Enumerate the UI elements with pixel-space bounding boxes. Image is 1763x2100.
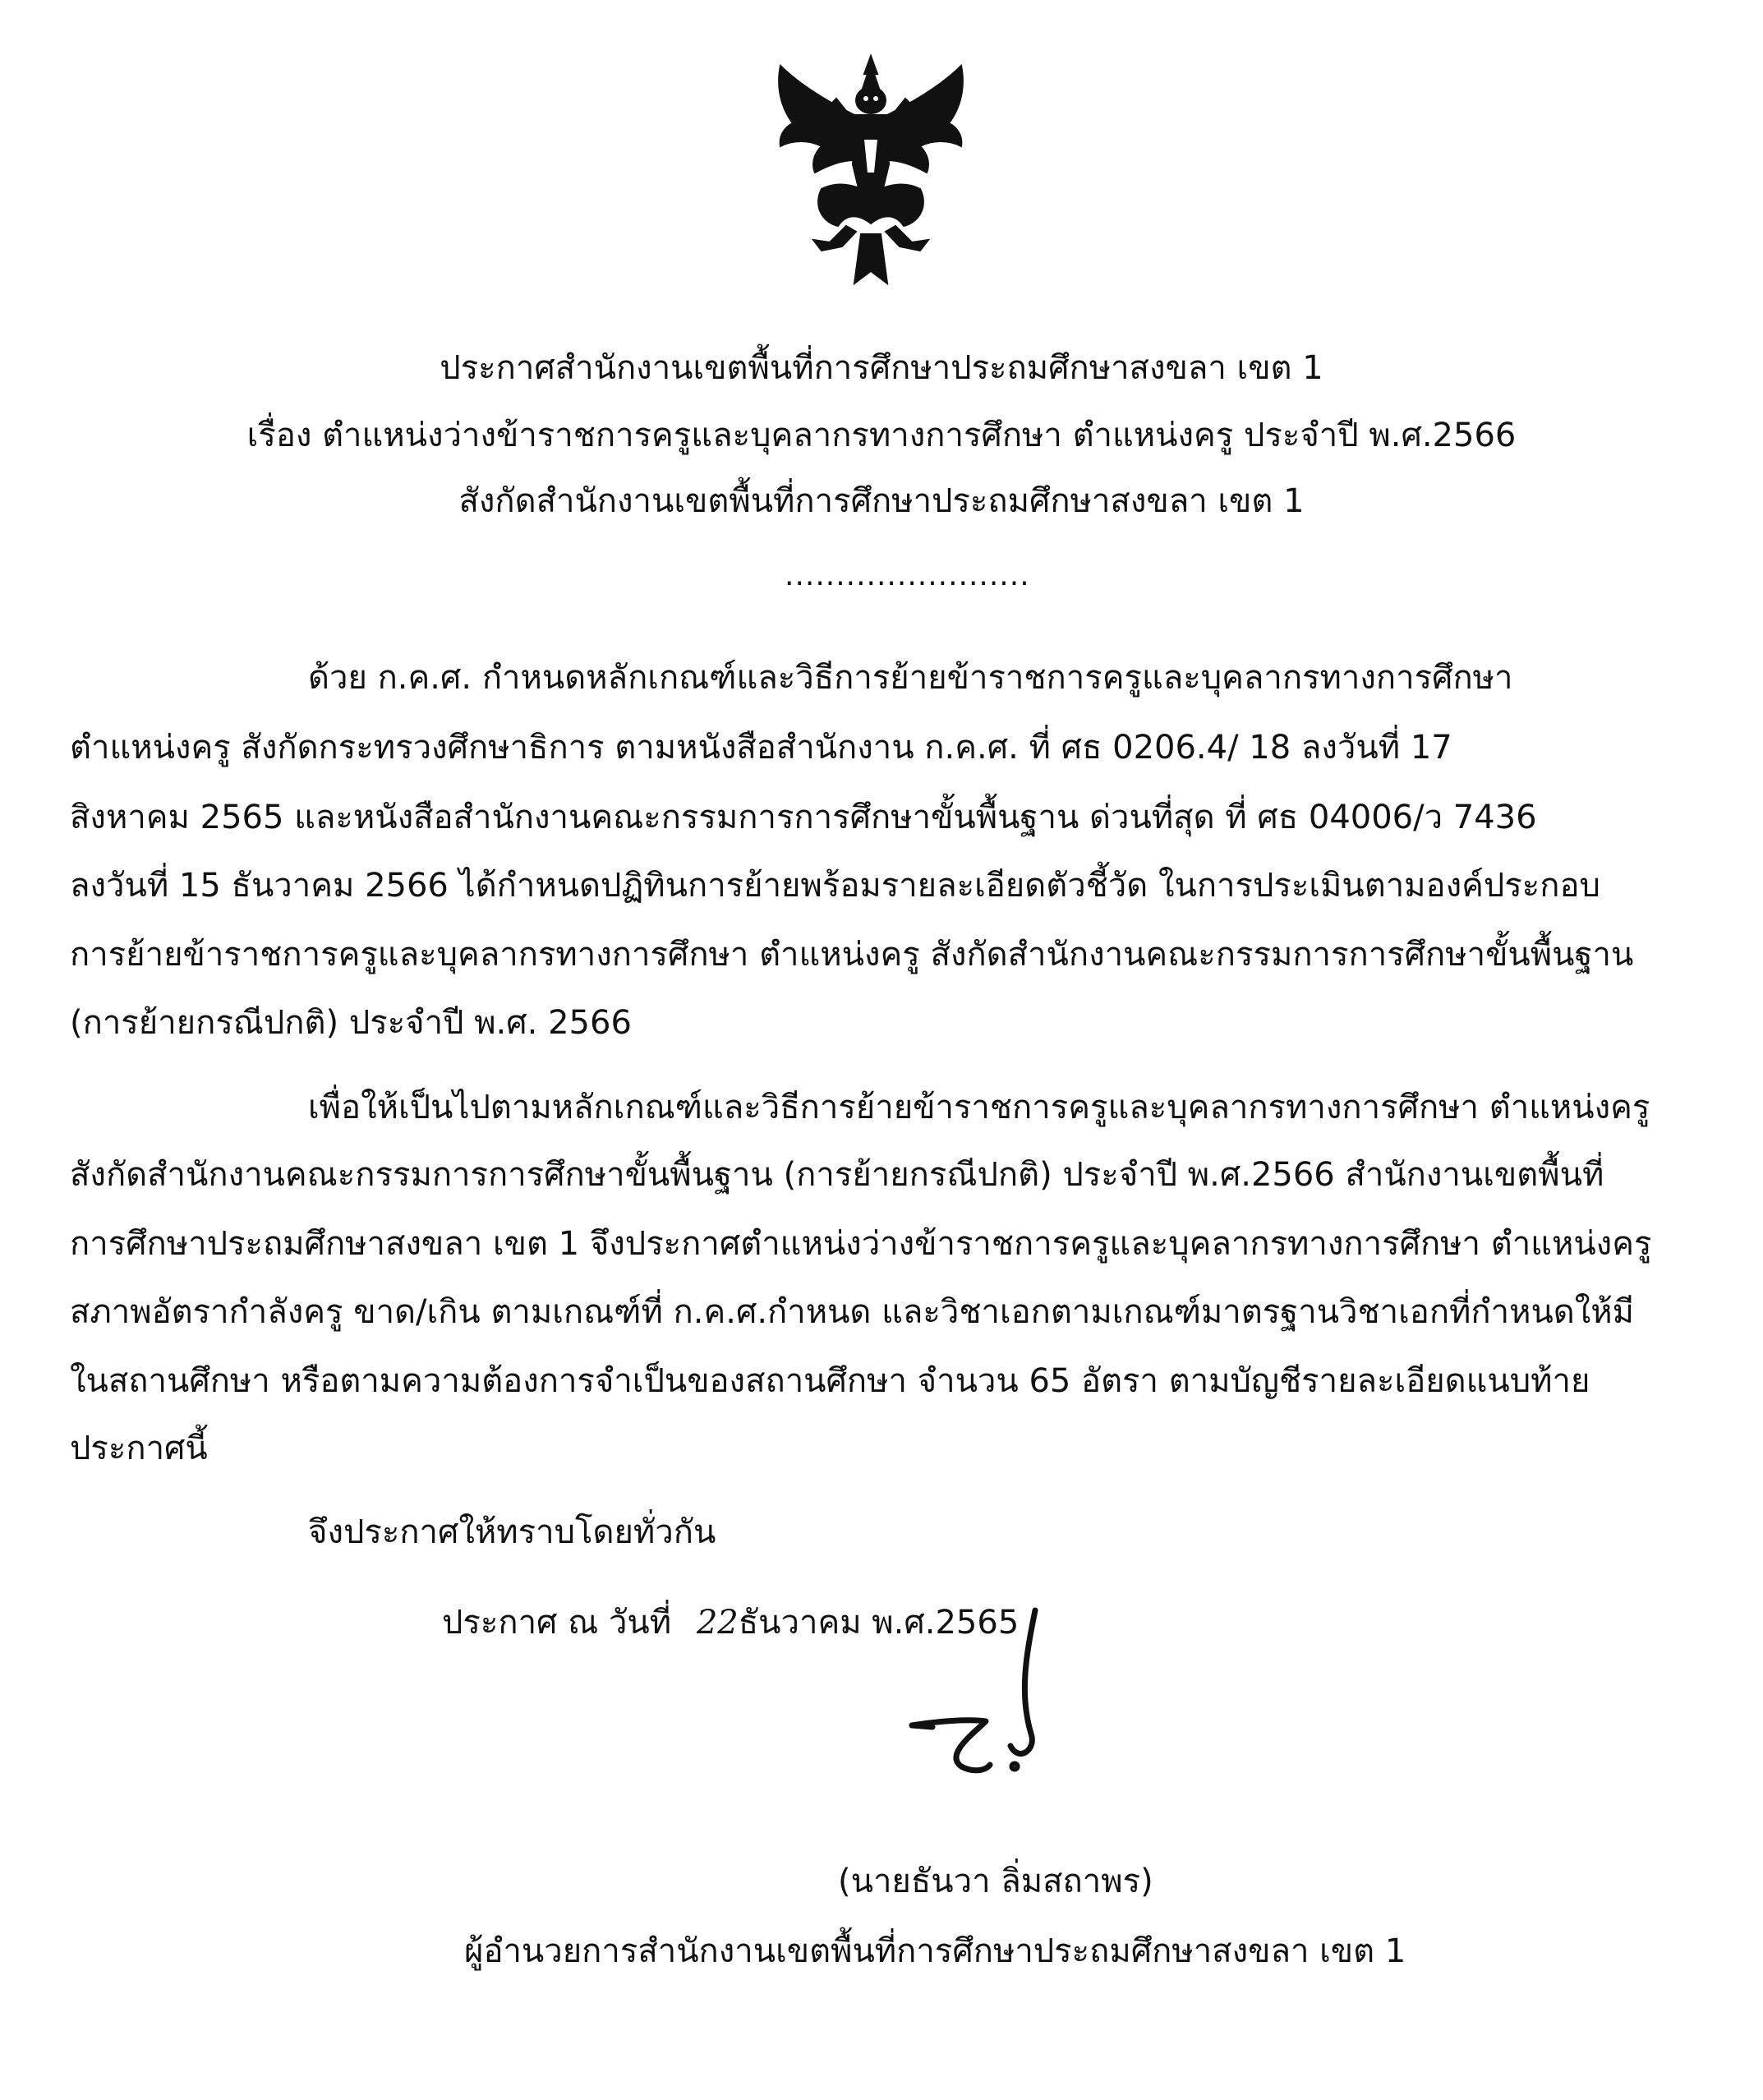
paragraph-2-line: การศึกษาประถมศึกษาสงขลา เขต 1 จึงประกาศตำแหน่งว่างข้าราชการครูและบุคลากรทางการศึกษา ตำแหน่งครู [70, 1225, 1652, 1263]
paragraph-1-line: สิงหาคม 2565 และหนังสือสำนักงานคณะกรรมการการศึกษาขั้นพื้นฐาน ด่วนที่สุด ที่ ศธ 04006/ว 7436 [70, 799, 1537, 836]
subject-line: เรื่อง ตำแหน่งว่างข้าราชการครูและบุคลากรทางการศึกษา ตำแหน่งครู ประจำปี พ.ศ.2566 [246, 417, 1517, 454]
separator-dots: ........................ [785, 559, 1030, 592]
paragraph-2-line: ประกาศนี้ [70, 1430, 208, 1467]
paragraph-2-line: สังกัดสำนักงานคณะกรรมการการศึกษาขั้นพื้นฐาน (การย้ายกรณีปกติ) ประจำปี พ.ศ.2566 สำนักงานเขตพื้นที่ [70, 1156, 1604, 1194]
paragraph-2-line: สภาพอัตรากำลังครู ขาด/เกิน ตามเกณฑ์ที่ ก.ค.ศ.กำหนด และวิชาเอกตามเกณฑ์มาตรฐานวิชาเอกที่กำหนดให้มี [70, 1293, 1635, 1331]
paragraph-1-line: ตำแหน่งครู สังกัดกระทรวงศึกษาธิการ ตามหนังสือสำนักงาน ก.ค.ศ. ที่ ศธ 0206.4/ 18 ลงวันที่ 17 [70, 729, 1452, 767]
closing-statement: จึงประกาศให้ทราบโดยทั่วกัน [308, 1513, 716, 1551]
dateline-suffix: ธันวาคม พ.ศ.2565 [738, 1604, 1020, 1642]
signatory-title: ผู้อำนวยการสำนักงานเขตพื้นที่การศึกษาประถมศึกษาสงขลา เขต 1 [464, 1932, 1406, 1970]
paragraph-1-line: ด้วย ก.ค.ศ. กำหนดหลักเกณฑ์และวิธีการย้ายข้าราชการครูและบุคลากรทางการศึกษา [308, 659, 1513, 697]
dateline-prefix: ประกาศ ณ วันที่ [442, 1604, 672, 1642]
paragraph-1-line: การย้ายข้าราชการครูและบุคลากรทางการศึกษา ตำแหน่งครู สังกัดสำนักงานคณะกรรมการการศึกษาขั้นพื้นฐาน [70, 936, 1634, 974]
paragraph-1-line: (การย้ายกรณีปกติ) ประจำปี พ.ศ. 2566 [70, 1004, 632, 1042]
signature-icon [895, 1602, 1101, 1791]
signatory-name: (นายธันวา ลิ่มสถาพร) [838, 1863, 1153, 1900]
paragraph-2-line: เพื่อให้เป็นไปตามหลักเกณฑ์และวิธีการย้ายข้าราชการครูและบุคลากรทางการศึกษา ตำแหน่งครู [308, 1089, 1650, 1126]
paragraph-2-line: ในสถานศึกษา หรือตามความต้องการจำเป็นของสถานศึกษา จำนวน 65 อัตรา ตามบัญชีรายละเอียดแนบท้าย [70, 1362, 1590, 1400]
garuda-emblem-icon [764, 49, 978, 288]
affiliation-line: สังกัดสำนักงานเขตพื้นที่การศึกษาประถมศึกษาสงขลา เขต 1 [458, 482, 1305, 520]
paragraph-1-line: ลงวันที่ 15 ธันวาคม 2566 ได้กำหนดปฏิทินการย้ายพร้อมรายละเอียดตัวชี้วัด ในการประเมินตามองค์ประกอบ [70, 867, 1600, 905]
announcement-heading: ประกาศสำนักงานเขตพื้นที่การศึกษาประถมศึกษาสงขลา เขต 1 [440, 349, 1323, 387]
dateline-day-handwritten: 22 [696, 1604, 739, 1642]
